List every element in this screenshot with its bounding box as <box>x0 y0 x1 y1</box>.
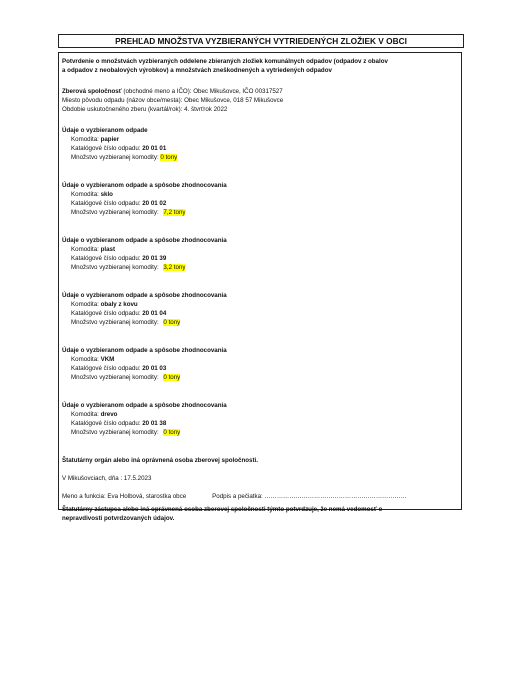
signer-name: Meno a funkcia: Eva Holbová, starostka obce <box>62 493 187 500</box>
item-heading: Údaje o vyzbieranom odpade a spôsobe zhodnocovania <box>62 402 227 409</box>
certificate-body <box>58 52 462 522</box>
commodity-label: Komodita: <box>71 301 101 308</box>
waste-items <box>62 126 461 456</box>
catalog-label: Katalógové číslo odpadu: <box>71 420 143 427</box>
amount-label: Množstvo vyzbieranej komodity: <box>71 429 161 436</box>
amount-value: 3,2 tony <box>163 264 186 271</box>
company-value: (obchodné meno a IČO): Obec Mikušovce, IČO 00317527 <box>121 88 283 95</box>
declaration-line-2: nepravdivosti potvrdzovaných údajov. <box>62 515 175 522</box>
amount-label: Množstvo vyzbieranej komodity: <box>71 209 161 216</box>
item-commodity <box>62 300 461 309</box>
catalog-label: Katalógové číslo odpadu: <box>71 255 143 262</box>
item-catalog <box>62 199 461 208</box>
item-heading: Údaje o vyzbieranom odpade a spôsobe zhodnocovania <box>62 347 227 354</box>
amount-value: 0 tony <box>160 154 178 161</box>
item-commodity <box>62 190 461 199</box>
item-commodity <box>62 410 461 419</box>
origin-line: Miesto pôvodu odpadu (názov obce/mesta): Obec Mikušovce, 018 57 Mikušovce <box>62 97 284 104</box>
commodity-label: Komodita: <box>71 136 101 143</box>
commodity-label: Komodita: <box>71 191 101 198</box>
commodity-value: plast <box>100 246 116 253</box>
item-catalog <box>62 364 461 373</box>
item-heading: Údaje o vyzbieranom odpade a spôsobe zhodnocovania <box>62 182 227 189</box>
intro-line-2: a odpadov z neobalových výrobkov) a množstvách zneškodnených a vytriedených odpadov <box>62 67 332 74</box>
catalog-label: Katalógové číslo odpadu: <box>71 145 143 152</box>
signature-label: Podpis a pečiatka: …………………………………………………………… <box>212 493 407 500</box>
item-amount <box>62 318 461 327</box>
statutory-heading: Štatutárny orgán alebo iná oprávnená osoba zberovej spoločnosti. <box>62 457 258 464</box>
place-date: V Mikušovciach, dňa : 17.5.2023 <box>62 475 152 482</box>
item-commodity <box>62 355 461 364</box>
item-commodity <box>62 135 461 144</box>
amount-value: 0 tony <box>163 429 181 436</box>
item-catalog <box>62 419 461 428</box>
commodity-label: Komodita: <box>71 411 101 418</box>
item-catalog <box>62 254 461 263</box>
catalog-value: 20 01 04 <box>142 310 167 317</box>
item-heading: Údaje o vyzbieranom odpade <box>62 127 148 134</box>
catalog-value: 20 01 03 <box>142 365 167 372</box>
item-catalog <box>62 144 461 153</box>
amount-label: Množstvo vyzbieranej komodity: <box>71 264 161 271</box>
item-commodity <box>62 245 461 254</box>
company-label: Zberová spoločnosť <box>62 88 122 95</box>
waste-item <box>62 126 461 181</box>
waste-item <box>62 346 461 401</box>
item-heading: Údaje o vyzbieranom odpade a spôsobe zhodnocovania <box>62 292 227 299</box>
item-amount <box>62 153 461 162</box>
item-catalog <box>62 309 461 318</box>
commodity-label: Komodita: <box>71 356 101 363</box>
waste-item <box>62 236 461 291</box>
intro-line-1: Potvrdenie o množstvách vyzbieraných oddelene zbieraných zložiek komunálnych odpadov (odpadov z obalov <box>62 58 388 65</box>
amount-value: 0 tony <box>163 374 181 381</box>
waste-item <box>62 181 461 236</box>
company-line <box>62 87 461 96</box>
catalog-value: 20 01 38 <box>142 420 167 427</box>
commodity-value: papier <box>100 136 120 143</box>
catalog-value: 20 01 02 <box>142 200 167 207</box>
catalog-label: Katalógové číslo odpadu: <box>71 310 143 317</box>
waste-item <box>62 401 461 456</box>
item-heading: Údaje o vyzbieranom odpade a spôsobe zhodnocovania <box>62 237 227 244</box>
waste-item <box>62 291 461 346</box>
commodity-value: VKM <box>100 356 115 363</box>
commodity-value: drevo <box>100 411 118 418</box>
catalog-label: Katalógové číslo odpadu: <box>71 200 143 207</box>
item-amount <box>62 428 461 437</box>
item-amount <box>62 373 461 382</box>
amount-label: Množstvo vyzbieranej komodity: <box>71 154 161 161</box>
commodity-value: obaly z kovu <box>100 301 138 308</box>
amount-label: Množstvo vyzbieranej komodity: <box>71 374 161 381</box>
amount-label: Množstvo vyzbieranej komodity: <box>71 319 161 326</box>
commodity-value: sklo <box>100 191 113 198</box>
commodity-label: Komodita: <box>71 246 101 253</box>
document-title: PREHĽAD MNOŽSTVA VYZBIERANÝCH VYTRIEDENÝCH ZLOŽIEK V OBCI <box>58 34 464 48</box>
declaration-line-1: Štatutárny zástupca alebo iná oprávnená osoba zberovej spoločnosti týmto potvrdzuje, že nemá vedomosť o <box>62 506 383 513</box>
item-amount <box>62 263 461 272</box>
amount-value: 7,2 tony <box>163 209 186 216</box>
amount-value: 0 tony <box>163 319 181 326</box>
catalog-label: Katalógové číslo odpadu: <box>71 365 143 372</box>
signer-line <box>62 492 461 501</box>
catalog-value: 20 01 39 <box>142 255 167 262</box>
catalog-value: 20 01 01 <box>142 145 167 152</box>
period-line: Obdobie uskutočneného zberu (kvartál/rok): 4. štvrťrok 2022 <box>62 106 228 113</box>
item-amount <box>62 208 461 217</box>
